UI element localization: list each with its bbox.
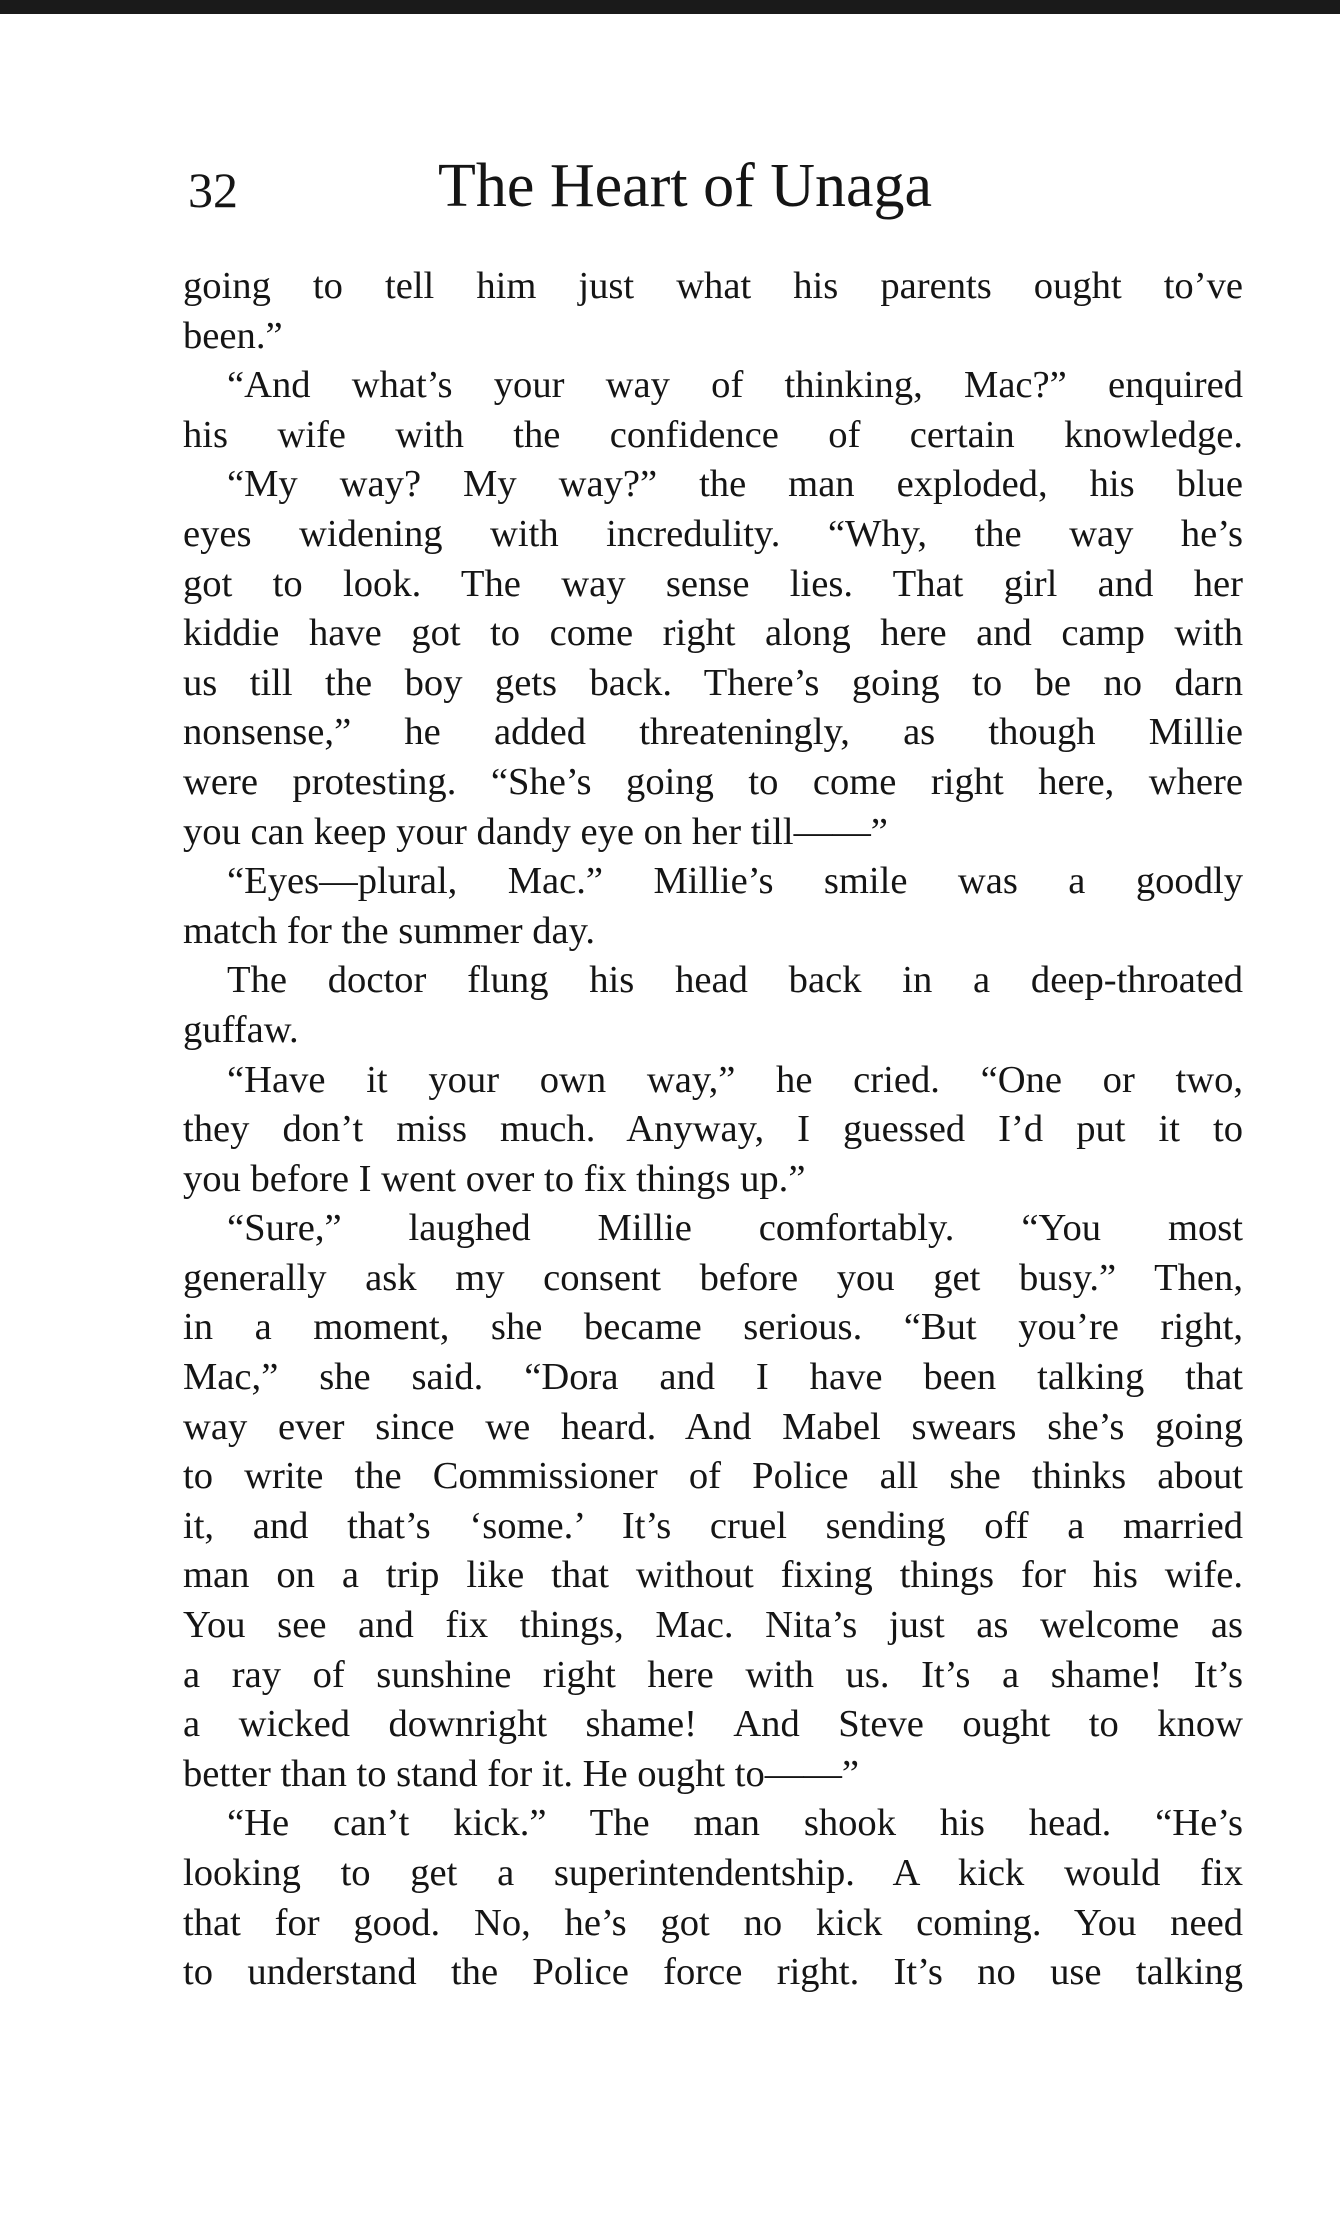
text-line: us till the boy gets back. There’s going to be no darn [183, 661, 1243, 704]
text-line: been.” [183, 314, 283, 357]
text-line: “He can’t kick.” The man shook his head. “He’s [227, 1802, 1243, 1845]
text-line: “My way? My way?” the man exploded, his blue [227, 463, 1243, 506]
text-line: guffaw. [183, 1008, 299, 1051]
text-line: to write the Commissioner of Police all she thinks about [183, 1455, 1243, 1498]
text-line: a wicked downright shame! And Steve ought to know [183, 1703, 1243, 1746]
scan-top-edge [0, 0, 1340, 14]
text-line: “Eyes—plural, Mac.” Millie’s smile was a goodly [227, 860, 1243, 903]
text-line: You see and fix things, Mac. Nita’s just as welcome as [183, 1604, 1243, 1647]
text-line: in a moment, she became serious. “But you’re right, [183, 1306, 1243, 1349]
text-line: got to look. The way sense lies. That girl and her [183, 562, 1243, 605]
running-header [188, 148, 1243, 228]
text-line: “Have it your own way,” he cried. “One or two, [227, 1058, 1243, 1101]
text-line: they don’t miss much. Anyway, I guessed I’d put it to [183, 1108, 1243, 1151]
text-line: were protesting. “She’s going to come right here, where [183, 760, 1243, 803]
text-line: a ray of sunshine right here with us. It’s a shame! It’s [183, 1653, 1243, 1696]
text-line: you before I went over to fix things up.” [183, 1157, 806, 1200]
text-line: Mac,” she said. “Dora and I have been talking that [183, 1356, 1243, 1399]
text-line: that for good. No, he’s got no kick coming. You need [183, 1901, 1243, 1944]
text-line: generally ask my consent before you get busy.” Then, [183, 1256, 1243, 1299]
text-line: match for the summer day. [183, 909, 596, 952]
text-line: better than to stand for it. He ought to——” [183, 1752, 860, 1795]
text-line: his wife with the confidence of certain knowledge. [183, 413, 1243, 456]
text-line: it, and that’s ‘some.’ It’s cruel sending off a married [183, 1504, 1243, 1547]
text-line: nonsense,” he added threateningly, as though Millie [183, 711, 1243, 754]
page-number: 32 [188, 162, 238, 218]
text-line: The doctor flung his head back in a deep-throated [227, 959, 1243, 1002]
text-line: kiddie have got to come right along here and camp with [183, 612, 1243, 655]
text-line: you can keep your dandy eye on her till——” [183, 810, 888, 853]
running-title: The Heart of Unaga [438, 152, 933, 220]
text-line: “And what’s your way of thinking, Mac?” enquired [227, 364, 1243, 407]
text-line: eyes widening with incredulity. “Why, the way he’s [183, 512, 1243, 555]
body-text [183, 262, 1243, 1998]
text-line: looking to get a superintendentship. A kick would fix [183, 1852, 1243, 1894]
text-line: to understand the Police force right. It’s no use talking [183, 1951, 1243, 1994]
text-line: man on a trip like that without fixing things for his wife. [183, 1554, 1243, 1597]
text-line: going to tell him just what his parents ought to’ve [183, 265, 1243, 307]
text-line: way ever since we heard. And Mabel swears she’s going [183, 1405, 1243, 1448]
text-line: “Sure,” laughed Millie comfortably. “You most [227, 1207, 1243, 1250]
